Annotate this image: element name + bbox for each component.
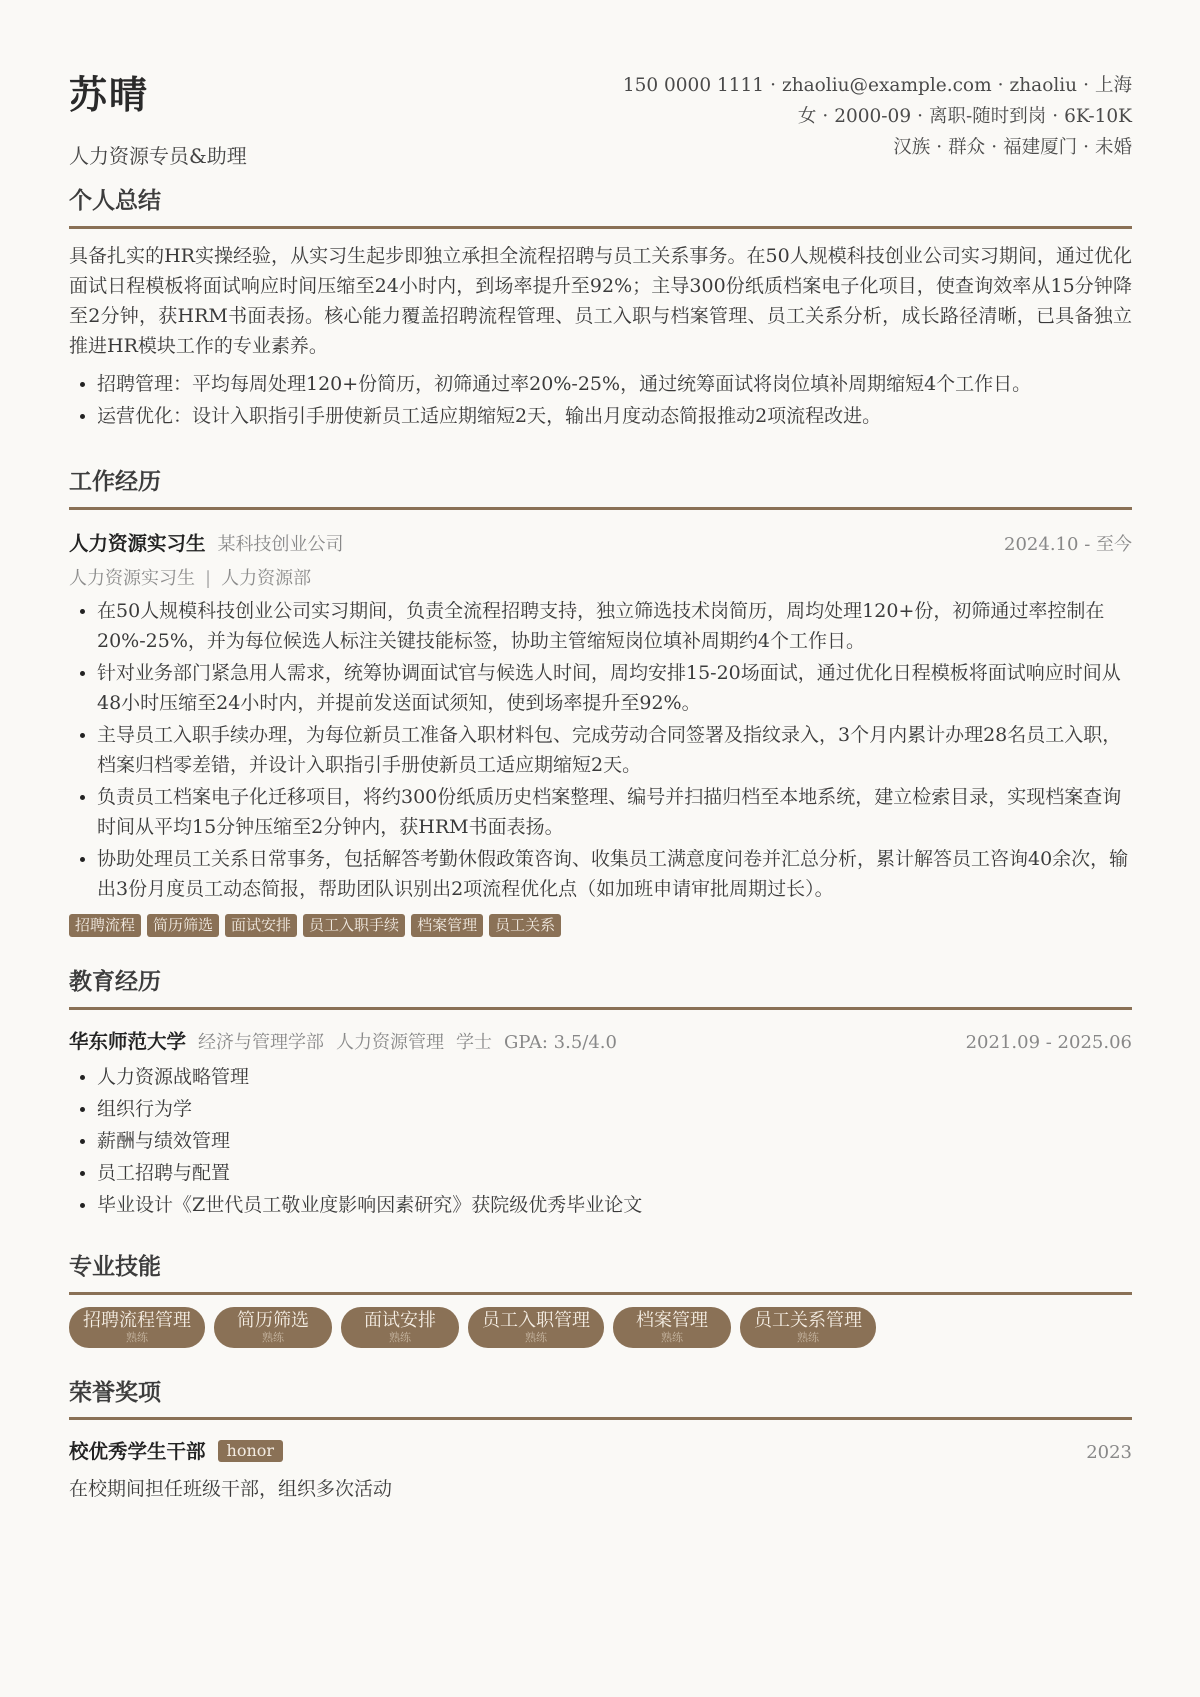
skill-tag: 档案管理 [411, 914, 483, 937]
skill-tag: 简历筛选 [147, 914, 219, 937]
work-header-row [69, 528, 1132, 556]
list-item: • 运营优化：设计入职指引手册使新员工适应期缩短2天，输出月度动态简报推动2项流程改进。 [97, 401, 1132, 431]
contact-line-3: 汉族 · 群众 · 福建厦门 · 未婚 [893, 137, 1132, 158]
skill-pill [468, 1307, 604, 1348]
list-item: • 在50人规模科技创业公司实习期间，负责全流程招聘支持，独立筛选技术岗简历，周均处理120+份，初筛通过率控制在20%-25%，并为每位候选人标注关键技能标签，协助主管缩短岗位填补周期约4个工作日。 [97, 596, 1132, 656]
list-item: • 负责员工档案电子化迁移项目，将约300份纸质历史档案整理、编号并扫描归档至本地系统，建立检索目录，实现档案查询时间从平均15分钟压缩至2分钟内，获HRM书面表扬。 [97, 782, 1132, 842]
ethnicity: 汉族 [893, 137, 931, 158]
marital-status: 未婚 [1094, 137, 1132, 158]
work-section [69, 467, 1132, 937]
work-tags [69, 914, 1132, 937]
skills-list [69, 1307, 1132, 1348]
job-status: 离职-随时到岗 [928, 106, 1047, 127]
awards-section [69, 1378, 1132, 1502]
list-item: • 针对业务部门紧急用人需求，统筹协调面试官与候选人时间，周均安排15-20场面试，通过优化日程模板将面试响应时间从48小时压缩至24小时内，并提前发送面试须知，使到场率提升至92%。 [97, 658, 1132, 718]
section-title-work: 工作经历 [69, 467, 1132, 510]
job-title: 人力资源专员&助理 [69, 144, 247, 168]
list-item: • 招聘管理：平均每周处理120+份简历，初筛通过率20%-25%，通过统筹面试将岗位填补周期缩短4个工作日。 [97, 369, 1132, 399]
skill-level: 熟练 [262, 1330, 284, 1344]
city: 上海 [1094, 75, 1132, 96]
skill-pill [69, 1307, 205, 1348]
summary-section [69, 186, 1132, 431]
award-title: 校优秀学生干部 [69, 1440, 206, 1464]
skill-tag: 招聘流程 [69, 914, 141, 937]
award-badge: honor [218, 1440, 284, 1462]
section-title-summary: 个人总结 [69, 186, 1132, 229]
section-title-skills: 专业技能 [69, 1252, 1132, 1295]
education-meta [198, 1032, 629, 1053]
award-header-row [69, 1436, 1132, 1464]
award-description: 在校期间担任班级干部，组织多次活动 [69, 1478, 393, 1501]
section-title-awards: 荣誉奖项 [69, 1378, 1132, 1421]
work-date: 2024.10 - 至今 [1004, 533, 1132, 555]
work-bullets [69, 596, 1132, 904]
birth-date: 2000-09 [834, 106, 912, 127]
summary-bullets [69, 369, 1132, 431]
skill-name: 简历筛选 [237, 1309, 309, 1331]
list-item: • 毕业设计《Z世代员工敬业度影响因素研究》获院级优秀毕业论文 [97, 1190, 1132, 1220]
work-company: 某科技创业公司 [217, 533, 344, 555]
skill-level: 熟练 [661, 1330, 683, 1344]
skill-pill [740, 1307, 876, 1348]
phone-number: 150 0000 1111 [622, 75, 765, 96]
skill-name: 档案管理 [636, 1309, 708, 1331]
skill-pill [214, 1307, 332, 1348]
email: zhaoliu@example.com [781, 75, 992, 96]
education-section [69, 967, 1132, 1220]
skill-level: 熟练 [389, 1330, 411, 1344]
resume-header [69, 0, 1132, 186]
list-item: • 员工招聘与配置 [97, 1158, 1132, 1188]
education-date: 2021.09 - 2025.06 [965, 1031, 1132, 1053]
skill-level: 熟练 [126, 1330, 148, 1344]
contact-info [623, 70, 1132, 163]
skill-name: 员工关系管理 [754, 1309, 862, 1331]
skill-level: 熟练 [525, 1330, 547, 1344]
school-name: 华东师范大学 [69, 1029, 187, 1053]
list-item: • 薪酬与绩效管理 [97, 1126, 1132, 1156]
major: 人力资源管理 [336, 1031, 445, 1053]
skill-tag: 面试安排 [225, 914, 297, 937]
award-year: 2023 [1086, 1442, 1132, 1464]
degree: 学士 [456, 1031, 493, 1053]
work-role: 人力资源实习生 [69, 531, 206, 555]
hometown: 福建厦门 [1003, 137, 1078, 158]
faculty: 经济与管理学部 [198, 1031, 325, 1053]
contact-line-2: 女 · 2000-09 · 离职-随时到岗 · 6K-10K [797, 106, 1132, 127]
gpa: GPA: 3.5/4.0 [504, 1031, 617, 1053]
list-item: • 组织行为学 [97, 1094, 1132, 1124]
skill-name: 面试安排 [364, 1309, 436, 1331]
summary-text: 具备扎实的HR实操经验，从实习生起步即独立承担全流程招聘与员工关系事务。在50人规模科技创业公司实习期间，通过优化面试日程模板将面试响应时间压缩至24小时内，到场率提升至92%；主导300份纸质档案电子化项目，使查询效率从15分钟降至2分钟，获HRM书面表扬。核心能力覆盖招聘流程管理、员工入职与档案管理、员工关系分析，成长路径清晰，已具备独立推进HR模块工作的专业素养。 [69, 244, 1132, 357]
skill-tag: 员工入职手续 [303, 914, 405, 937]
contact-line-1: 150 0000 1111 · zhaoliu@example.com · zhaoliu · 上海 [622, 75, 1132, 96]
political-status: 群众 [948, 137, 986, 158]
gender: 女 [797, 106, 817, 127]
salary-expectation: 6K-10K [1064, 106, 1132, 127]
work-position: 人力资源实习生 [69, 567, 195, 589]
list-item: • 主导员工入职手续办理，为每位新员工准备入职材料包、完成劳动合同签署及指纹录入，3个月内累计办理28名员工入职，档案归档零差错，并设计入职指引手册使新员工适应期缩短2天。 [97, 720, 1132, 780]
skill-pill [613, 1307, 731, 1348]
work-subline: 人力资源实习生 | 人力资源部 [69, 567, 312, 589]
list-item: • 协助处理员工关系日常事务，包括解答考勤休假政策咨询、收集员工满意度问卷并汇总分析，累计解答员工咨询40余次，输出3份月度员工动态简报，帮助团队识别出2项流程优化点（如加班申请审批周期过长）。 [97, 844, 1132, 904]
wechat-id: zhaoliu [1009, 75, 1078, 96]
candidate-name: 苏晴 [69, 72, 150, 117]
skill-name: 招聘流程管理 [83, 1309, 191, 1331]
education-items [69, 1062, 1132, 1220]
section-title-education: 教育经历 [69, 967, 1132, 1010]
skill-level: 熟练 [797, 1330, 819, 1344]
work-department: 人力资源部 [221, 567, 312, 589]
education-header-row [69, 1026, 1132, 1054]
list-item: • 人力资源战略管理 [97, 1062, 1132, 1092]
skill-name: 员工入职管理 [482, 1309, 590, 1331]
skill-tag: 员工关系 [489, 914, 561, 937]
skills-section [69, 1252, 1132, 1348]
skill-pill [341, 1307, 459, 1348]
